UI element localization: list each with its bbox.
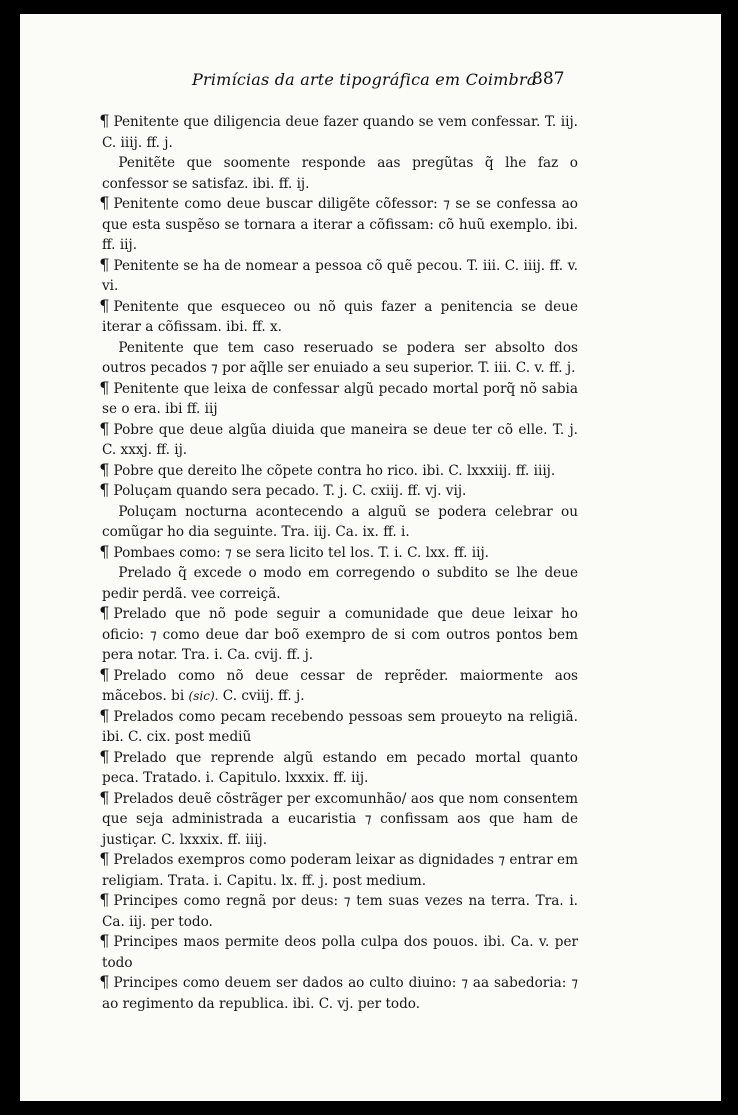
index-entry: Poluçam nocturna acontecendo a alguũ se podera celebrar ou comũgar ho dia seguinte. Tra. iij. Ca. ix. ff. i.: [102, 503, 578, 540]
pilcrow-icon: ¶: [99, 541, 110, 561]
index-entry: ¶ Principes como deuem ser dados ao culto diuino: ⁊ aa sabedoria: ⁊ ao regimento da republica. ibi. C. vj. per todo.: [99, 972, 578, 1012]
pilcrow-icon: ¶: [99, 377, 110, 397]
index-entry: ¶ Prelados deuẽ cõstrãger per excomunhão/ aos que nom consentem que seja administrada a eucaristia ⁊ confissam aos que ham de justiçar. C. lxxxix. ff. iiij.: [99, 787, 578, 848]
pilcrow-icon: ¶: [99, 254, 110, 274]
index-entry: ¶ Prelados como pecam recebendo pessoas sem proueyto na religiã. ibi. C. cix. post mediũ: [99, 705, 578, 745]
pilcrow-icon: ¶: [99, 459, 110, 479]
index-entry: ¶ Principes como regnã por deus: ⁊ tem suas vezes na terra. Tra. i. Ca. iij. per todo.: [99, 890, 578, 930]
pilcrow-icon: ¶: [99, 931, 110, 950]
index-entry: ¶ Penitente que esqueceo ou nõ quis fazer a penitencia se deue iterar a cõfissam. ibi. ff. x.: [99, 295, 578, 335]
book-page: [20, 14, 721, 1101]
pilcrow-icon: ¶: [99, 295, 110, 315]
index-entry: ¶ Penitente que leixa de confessar algũ pecado mortal porq̃ nõ sabia se o era. ibi ff. iij: [99, 377, 578, 417]
pilcrow-icon: ¶: [99, 705, 110, 725]
index-entry: ¶ Pombaes como: ⁊ se sera licito tel los. T. i. C. lxx. ff. iij.: [99, 541, 490, 561]
index-text: [99, 111, 578, 1014]
pilcrow-icon: ¶: [99, 193, 110, 212]
running-title: Primícias da arte tipográfica em Coimbra: [192, 70, 537, 89]
index-entry: ¶ Pobre que dereito lhe cõpete contra ho rico. ibi. C. lxxxiij. ff. iiij.: [99, 459, 556, 479]
index-entry: ¶ Pobre que deue algũa diuida que maneira se deue ter cõ elle. T. j. C. xxxj. ff. ij.: [99, 418, 578, 458]
index-entry: ¶ Principes maos permite deos polla culpa dos pouos. ibi. Ca. v. per todo: [99, 931, 578, 971]
pilcrow-icon: ¶: [99, 746, 110, 766]
pilcrow-icon: ¶: [99, 972, 110, 991]
index-entry: ¶ Penitente como deue buscar diligẽte cõfessor: ⁊ se se confessa ao que esta suspẽso se tornara a iterar a cõfissam: cõ huũ exemplo. ibi. ff. iij.: [99, 193, 578, 253]
page-header: [20, 66, 721, 96]
index-entry: ¶ Prelado que reprende algũ estando em pecado mortal quanto peca. Tratado. i. Capitulo. lxxxix. ff. iij.: [99, 746, 578, 786]
index-entry: ¶ Poluçam quando sera pecado. T. j. C. cxiij. ff. vj. vij.: [99, 480, 467, 499]
pilcrow-icon: ¶: [99, 480, 110, 499]
pilcrow-icon: ¶: [99, 603, 110, 622]
index-entry: ¶ Prelado que nõ pode seguir a comunidade que deue leixar ho oficio: ⁊ como deue dar boõ exempro de si com outros pontos bem pera notar. Tra. i. Ca. cvij. ff. j.: [99, 603, 578, 663]
index-entry: Prelado q̃ excede o modo em corregendo o subdito se lhe deue pedir perdã. vee correiçã.: [102, 565, 578, 602]
pilcrow-icon: ¶: [99, 418, 110, 438]
pilcrow-icon: ¶: [99, 890, 110, 909]
index-entry: ¶ Penitente se ha de nomear a pessoa cõ quẽ pecou. T. iii. C. iiij. ff. v. vi.: [99, 254, 578, 294]
page-number: 887: [532, 69, 565, 89]
pilcrow-icon: ¶: [99, 849, 110, 868]
index-entry: Penitente que tem caso reseruado se podera ser absolto dos outros pecados ⁊ por aq̃lle ser enuiado a seu superior. T. iii. C. v. ff. j.: [102, 339, 578, 376]
pilcrow-icon: ¶: [99, 664, 110, 684]
index-entry: ¶ Prelado como nõ deue cessar de reprẽder. maiormente aos mãcebos. bi (sic). C. cviij. ff. j.: [99, 664, 578, 704]
index-entry: ¶ Penitente que diligencia deue fazer quando se vem confessar. T. iij. C. iiij. ff. j.: [99, 111, 578, 151]
sic-annotation: (sic).: [188, 689, 219, 703]
pilcrow-icon: ¶: [99, 787, 110, 807]
index-entry: Penitẽte que soomente responde aas pregũtas q̃ lhe faz o confessor se satisfaz. ibi. ff. ij.: [102, 155, 578, 192]
index-entry: ¶ Prelados exempros como poderam leixar as dignidades ⁊ entrar em religiam. Trata. i. Capitu. lx. ff. j. post medium.: [99, 849, 578, 889]
pilcrow-icon: ¶: [99, 111, 110, 130]
